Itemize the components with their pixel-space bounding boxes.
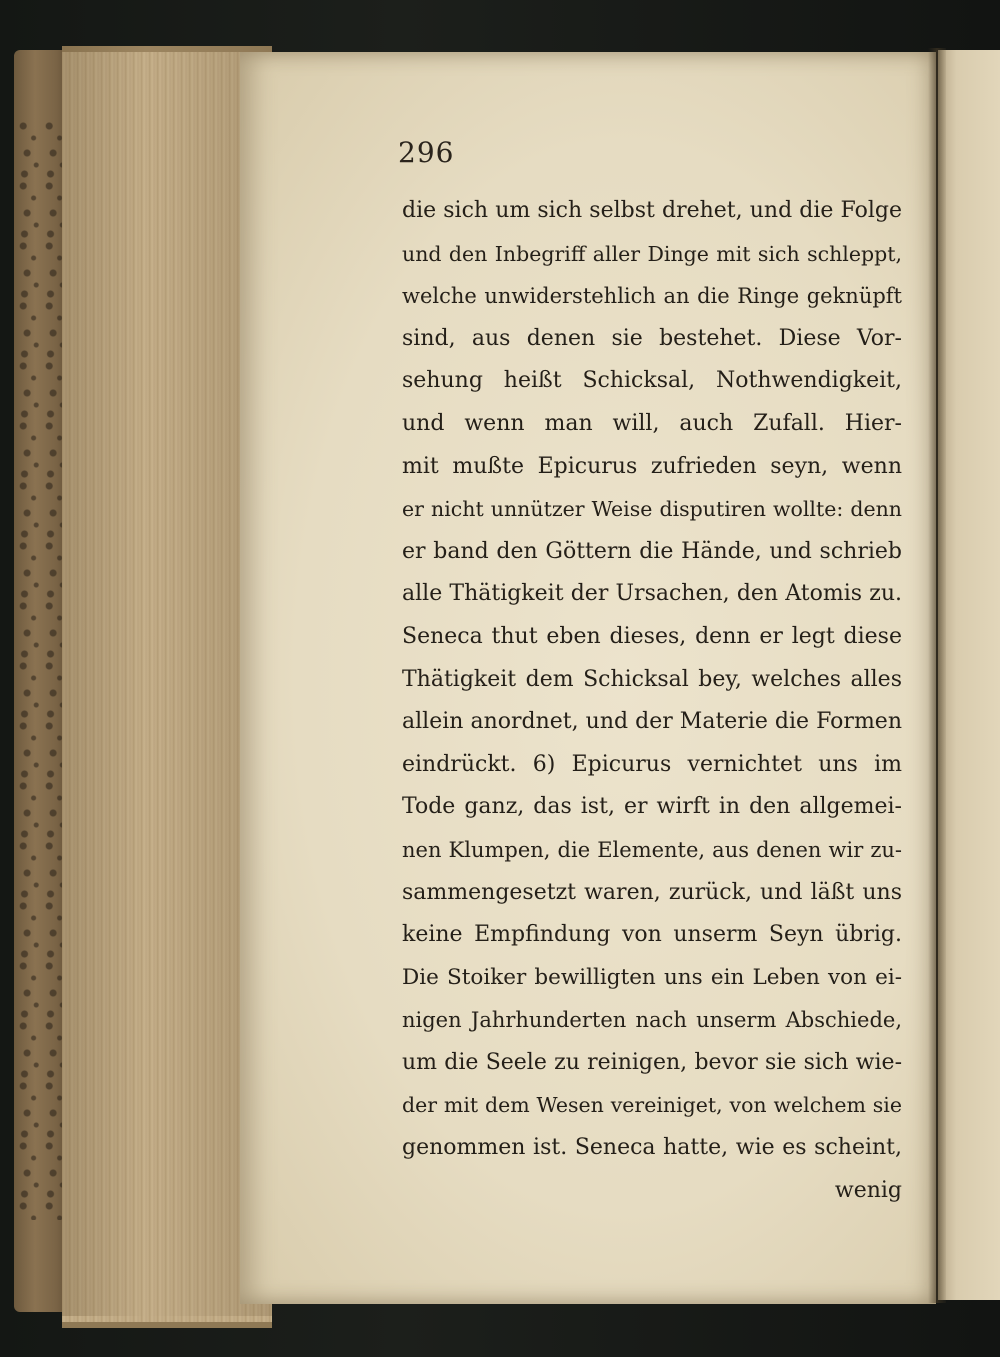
- text-line: sammengesetzt waren, zurück, und läßt uns: [402, 879, 902, 905]
- catchword: wenig: [834, 1177, 902, 1203]
- text-line: der mit dem Wesen vereiniget, von welchem sie: [402, 1093, 902, 1118]
- text-line: genommen ist. Seneca hatte, wie es scheint,: [402, 1135, 902, 1161]
- text-line: nigen Jahrhunderten nach unserm Abschiede,: [402, 1008, 902, 1033]
- text-line: eindrückt. 6) Epicurus vernichtet uns im: [402, 751, 902, 777]
- text-line: Thätigkeit dem Schicksal bey, welches alles: [402, 666, 902, 692]
- text-line: Die Stoiker bewilligten uns ein Leben von ei-: [402, 964, 902, 990]
- text-line: Seneca thut eben dieses, denn er legt diese: [402, 623, 902, 649]
- text-line: welche unwiderstehlich an die Ringe geknüpft: [402, 284, 902, 309]
- text-line: keine Empfindung von unserm Seyn übrig.: [402, 922, 902, 948]
- text-line: er band den Göttern die Hände, und schrieb: [402, 538, 902, 564]
- text-line: und wenn man will, auch Zufall. Hier-: [402, 410, 902, 436]
- page-text: [402, 190, 902, 1212]
- text-line: und den Inbegriff aller Dinge mit sich schleppt,: [402, 241, 902, 266]
- facing-page: [938, 50, 1000, 1300]
- text-line: nen Klumpen, die Elemente, aus denen wir zu-: [402, 837, 902, 862]
- text-line: er nicht unnützer Weise disputiren wollte: denn: [402, 497, 902, 522]
- text-line: allein anordnet, und der Materie die Formen: [402, 709, 902, 735]
- gutter-shadow: [928, 48, 946, 1303]
- text-line: sehung heißt Schicksal, Nothwendigkeit,: [402, 368, 902, 394]
- text-line: um die Seele zu reinigen, bevor sie sich wie-: [402, 1049, 902, 1075]
- text-line: alle Thätigkeit der Ursachen, den Atomis zu.: [402, 581, 902, 607]
- text-line: die sich um sich selbst drehet, und die Folge: [402, 198, 902, 223]
- text-line: mit mußte Epicurus zufrieden seyn, wenn: [402, 453, 902, 479]
- page-number: 296: [398, 136, 455, 169]
- text-line: sind, aus denen sie bestehet. Diese Vor-: [402, 325, 902, 351]
- text-line: Tode ganz, das ist, er wirft in den allgemei-: [402, 794, 902, 820]
